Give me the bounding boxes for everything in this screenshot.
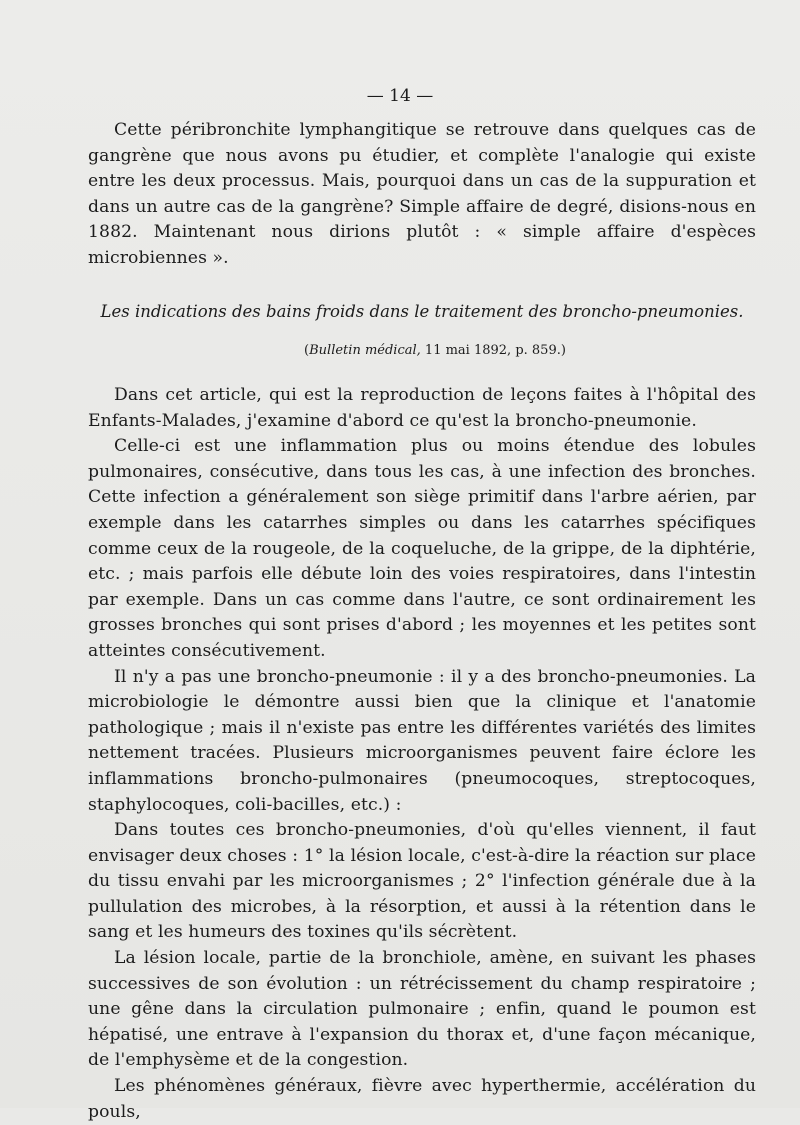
paragraph: La lésion locale, partie de la bronchiole, amène, en suivant les phases successives de son évolution : un rétrécissement du champ respiratoire ; une gêne dans la circulation pulmonaire ; enfin, quand le poumon est hépatisé, une entrave à l'expansion du thorax et, d'une façon mécanique, de l'emphysème et de la congestion. — [88, 948, 756, 1071]
paragraph: Il n'y a pas une broncho-pneumonie : il y a des broncho-pneumonies. La microbiologie le démontre aussi bien que la clinique et l'anatomie pathologique ; mais il n'existe pas entre les différentes variétés des limites nettement tracées. Plusieurs microorganismes peuvent faire éclore les inflammations broncho-pulmonaires (pneumocoques, streptocoques, staphylocoques, coli-bacilles, etc.) : — [88, 666, 756, 815]
paragraph: Dans cet article, qui est la reproduction de leçons faites à l'hôpital des Enfants-Malades, j'examine d'abord ce qu'est la broncho-pneumonie. — [88, 385, 756, 431]
paragraph: Cette péribronchite lymphangitique se retrouve dans quelques cas de gangrène que nous avons pu étudier, et complète l'analogie qui existe entre les deux processus. Mais, pourquoi dans un cas de la suppuration et dans un autre cas de la gangrène? Simple affaire de degré, disions-nous en 1882. Maintenant nous dirions plutôt : « simple affaire d'espèces microbiennes ». — [88, 120, 756, 268]
citation-source: Bulletin médical, — [309, 343, 421, 358]
paragraph-block-1 — [88, 118, 756, 272]
paragraph: Les phénomènes généraux, fièvre avec hyperthermie, accélération du pouls, — [88, 1076, 756, 1122]
paragraph: Celle-ci est une inflammation plus ou moins étendue des lobules pulmonaires, consécutive, dans tous les cas, à une infection des bronches. Cette infection a généralement son siège primitif dans l'arbre aérien, par exemple dans les catarrhes simples ou dans les catarrhes spécifiques comme ceux de la rougeole, de la coqueluche, de la grippe, de la diphtérie, etc. ; mais parfois elle débute loin des voies respiratoires, dans l'intestin par exemple. Dans un cas comme dans l'autre, ce sont ordinairement les grosses bronches qui sont prises d'abord ; les moyennes et les petites sont atteintes consécutivement. — [88, 436, 756, 661]
paragraph: Dans toutes ces broncho-pneumonies, d'où qu'elles viennent, il faut envisager deux choses : 1° la lésion locale, c'est-à-dire la réaction sur place du tissu envahi par les microorganismes ; 2° l'infection générale due à la pullulation des microbes, à la résorption, et aussi à la rétention dans le sang et les humeurs des toxines qu'ils sécrètent. — [88, 820, 756, 943]
citation-details: 11 mai 1892, p. 859. — [424, 343, 561, 358]
citation: (Bulletin médical, 11 mai 1892, p. 859.) — [304, 343, 566, 358]
section-title: Les indications des bains froids dans le traitement des broncho-pneumonies. — [100, 302, 744, 321]
paragraph-block-2 — [88, 383, 756, 1125]
page-number: — 14 — — [366, 86, 434, 106]
